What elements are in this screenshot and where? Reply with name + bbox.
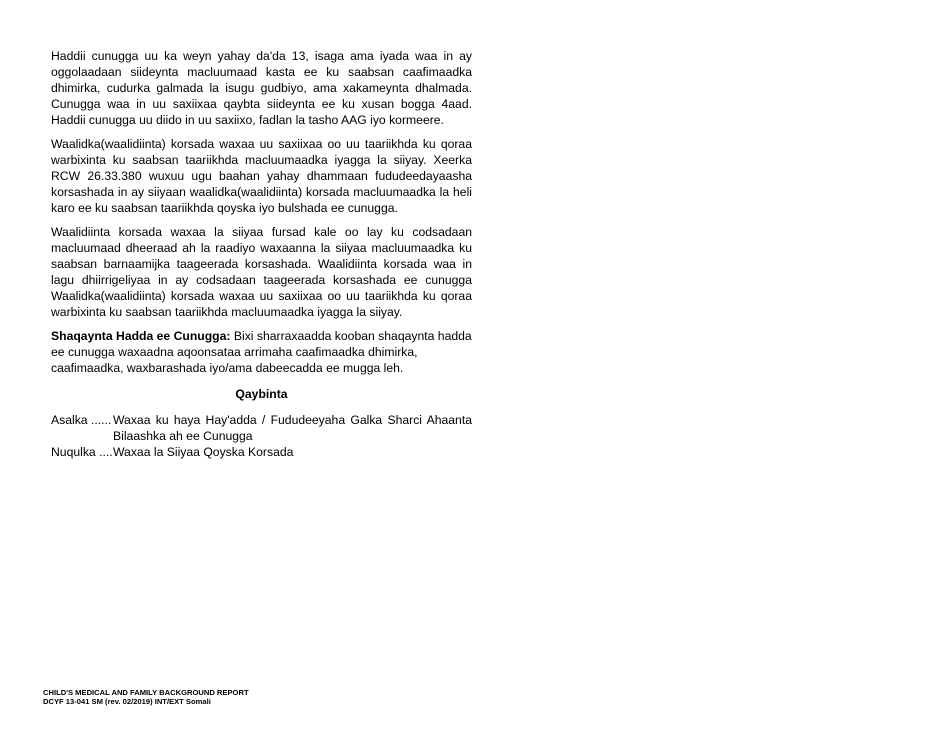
paragraph-adoption-support: Waalidiinta korsada waxaa la siiyaa fursad kale oo lay ku codsadaan macluumaad dheeraad ah la raadiyo waxaanna la siiyaa macluumaadka ku saabsan barnaamijka taageerada korsashada. Waalidiinta korsada waa in lagu dhiirrigeliyaa in ay codsadaan taageerada korsashada ee cunugga Waalidka(waalidiinta) korsada waxaa uu saxiixaa oo uu taariikhda ku qoraa warbixinta ku saabsan taariikhda macluumaadka iyagga la siiyay. [51, 225, 472, 319]
distribution-key-copy: Nuqulka .... [51, 445, 113, 459]
paragraph-adoptive-parents-signature: Waalidka(waalidiinta) korsada waxaa uu saxiixaa oo uu taariikhda ku qoraa warbixinta ku saabsan taariikhda macluumaadka iyagga la siiyay. Xeerka RCW 26.33.380 wuxuu ugu baahan yahay dhammaan fududeedayaasha korsashada in ay siiyaan waalidka(waalidiinta) korsada macluumaadka la heli karo ee ku saabsan taariikhda qoyska iyo bulshada ee cunugga. [51, 137, 472, 215]
form-title: CHILD'S MEDICAL AND FAMILY BACKGROUND REPORT [43, 688, 249, 697]
distribution-value-original: Waxaa ku haya Hay'adda / Fududeeyaha Galka Sharci Ahaanta Bilaashka ah ee Cunugga [113, 413, 472, 443]
paragraph-child-consent: Haddii cunugga uu ka weyn yahay da'da 13, isaga ama iyada waa in ay oggolaadaan siideynta macluumaad kasta ee ku saabsan caafimaadka dhimirka, cudurka galmada la isugu gudbiyo, ama xakameynta dhalmada. Cunugga waa in uu saxiixaa qaybta siideynta ee ku xusan bogga 4aad. Haddii cunugga uu diido in uu saxiixo, fadlan la tasho AAG iyo kormeere. [51, 49, 472, 127]
form-number: DCYF 13-041 SM (rev. 02/2019) INT/EXT Somali [43, 697, 211, 706]
distribution-value-copy: Waxaa la Siiyaa Qoyska Korsada [113, 445, 294, 459]
current-functioning-text: Bixi sharraxaadda kooban shaqaynta hadda ee cunugga waxaadna aqoonsataa arrimaha caafimaadka dhimirka, caafimaadka, waxbarashada iyo/ama dabeecadda ee mugga leh. [51, 329, 472, 375]
instructions-body [51, 48, 472, 460]
current-functioning-label: Shaqaynta Hadda ee Cunugga: [51, 329, 231, 343]
distribution-heading: Qaybinta [235, 387, 288, 401]
form-footer [43, 688, 249, 706]
distribution-row-copy [51, 444, 472, 460]
paragraph-current-functioning [51, 328, 472, 376]
distribution-key-original: Asalka ...... [51, 413, 112, 427]
distribution-row-original [51, 412, 472, 444]
